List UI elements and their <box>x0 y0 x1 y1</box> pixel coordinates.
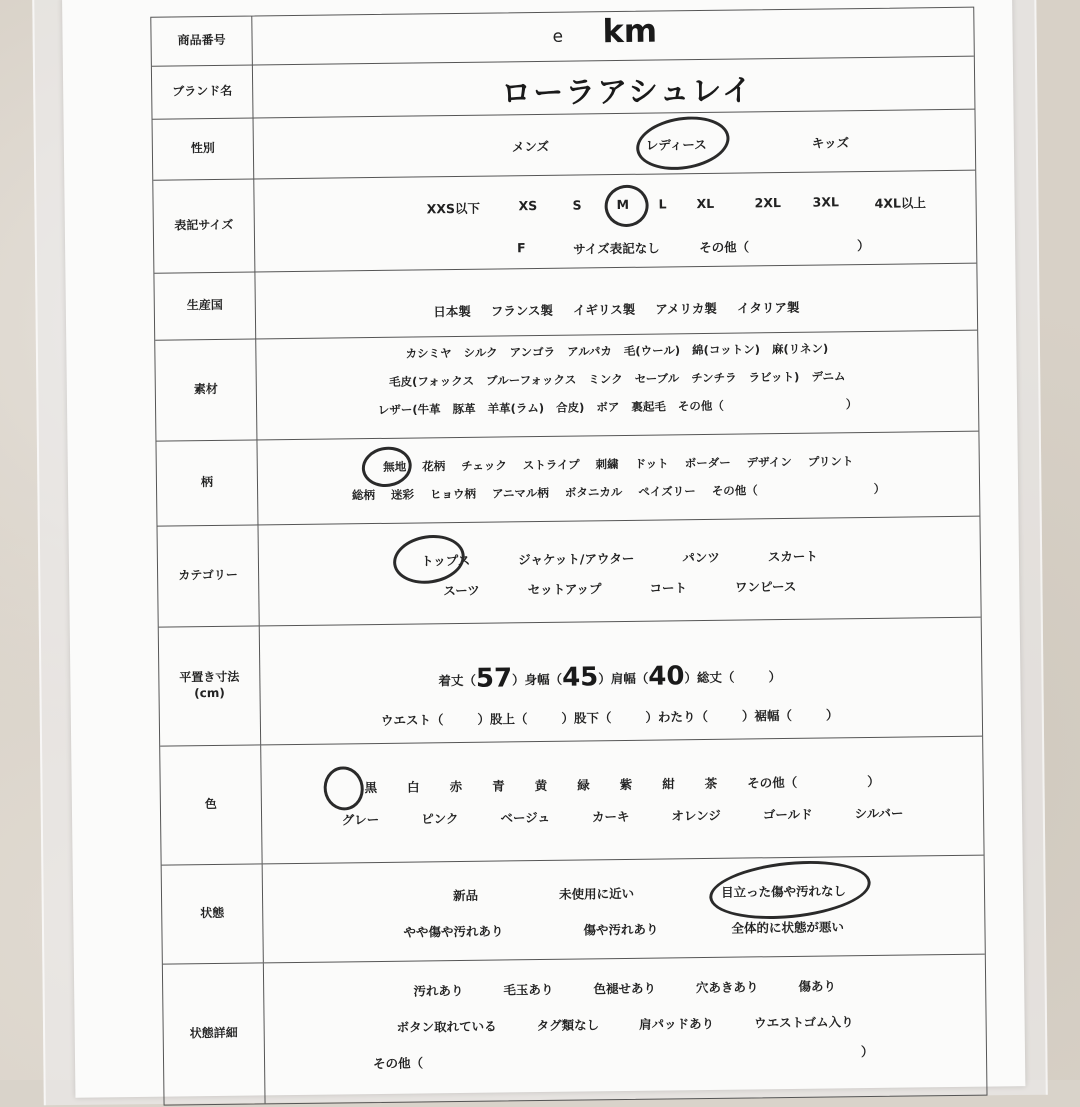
size-4xl[interactable]: 4XL以上 <box>874 193 926 212</box>
material-option[interactable]: 羊革(ラム) <box>488 400 545 417</box>
gender-option-mens[interactable]: メンズ <box>512 137 549 155</box>
country-italy[interactable]: イタリア製 <box>737 298 800 317</box>
pattern-options <box>257 432 979 525</box>
color-option[interactable]: シルバー <box>855 804 904 823</box>
size-2xl[interactable]: 2XL <box>755 195 781 210</box>
condition-damaged[interactable]: 傷や汚れあり <box>583 920 658 939</box>
color-option[interactable]: 赤 <box>450 777 463 795</box>
material-option[interactable]: 麻(リネン) <box>772 340 828 357</box>
gender-option-ladies[interactable]: レディース <box>646 135 707 154</box>
product-number-printed: e <box>552 27 563 47</box>
detail-option[interactable]: 傷あり <box>798 976 836 994</box>
material-option[interactable]: アルパカ <box>567 343 612 360</box>
color-option[interactable]: グレー <box>342 810 380 828</box>
label-product-number: 商品番号 <box>151 16 253 65</box>
row-condition <box>162 856 985 965</box>
material-line-3 <box>257 395 978 420</box>
category-suit[interactable]: スーツ <box>443 581 480 599</box>
country-options <box>255 264 977 339</box>
pattern-option[interactable]: ボーダー <box>685 455 731 472</box>
row-gender <box>153 110 976 181</box>
measure-waist-label: ウエスト（ <box>381 712 444 728</box>
size-3xl[interactable]: 3XL <box>812 194 838 209</box>
detail-option[interactable]: 色褪せあり <box>593 979 656 998</box>
pattern-line-2 <box>258 480 979 505</box>
category-options <box>258 517 980 626</box>
material-option[interactable]: シルク <box>463 345 497 361</box>
detail-line-1 <box>264 975 985 1002</box>
color-line-1 <box>262 771 983 798</box>
size-m[interactable]: M <box>617 197 630 212</box>
detail-line-2 <box>265 1011 986 1038</box>
measure-rise-label: ）股上（ <box>477 711 527 727</box>
color-option[interactable]: オレンジ <box>671 806 721 825</box>
pattern-option[interactable]: 総柄 <box>352 487 375 503</box>
material-option[interactable]: デニム <box>811 368 845 384</box>
size-xl[interactable]: XL <box>697 196 715 211</box>
condition-some-damage[interactable]: やや傷や汚れあり <box>403 921 503 940</box>
material-option[interactable]: レザー(牛革 <box>378 401 441 418</box>
pattern-option[interactable]: 迷彩 <box>391 487 414 503</box>
size-line-2 <box>255 235 976 244</box>
material-other[interactable]: その他（ <box>678 398 724 415</box>
measure-hem-label: ）裾幅（ <box>742 708 792 724</box>
label-condition: 状態 <box>162 864 264 963</box>
measure-shoulder-label: ）肩幅（ <box>598 671 648 687</box>
product-number-field[interactable] <box>252 8 974 65</box>
measurement-line-2 <box>381 705 839 729</box>
size-xs[interactable]: XS <box>519 198 538 213</box>
label-size: 表記サイズ <box>153 179 255 272</box>
material-option[interactable]: 毛皮(フォックス <box>389 373 474 390</box>
color-option[interactable]: 青 <box>492 776 505 794</box>
material-option[interactable]: カシミヤ <box>405 345 451 362</box>
pattern-option[interactable]: 花柄 <box>422 458 445 474</box>
color-options <box>261 737 983 864</box>
material-option[interactable]: チンチラ <box>691 370 737 387</box>
selection-circle <box>602 182 652 230</box>
material-option[interactable]: 綿(コットン) <box>692 341 760 358</box>
material-options <box>256 331 978 440</box>
row-category <box>158 517 981 628</box>
measure-width-label: ）身幅（ <box>512 672 562 688</box>
color-option[interactable]: 緑 <box>577 775 590 793</box>
color-option[interactable]: ゴールド <box>763 805 813 824</box>
country-france[interactable]: フランス製 <box>491 301 553 320</box>
country-uk[interactable]: イギリス製 <box>573 300 635 319</box>
color-option[interactable]: ピンク <box>421 809 458 827</box>
color-line-2 <box>262 803 983 830</box>
gender-option-kids[interactable]: キッズ <box>812 133 849 151</box>
label-category: カテゴリー <box>158 525 260 626</box>
color-option[interactable]: 白 <box>407 777 420 795</box>
category-coat[interactable]: コート <box>649 578 687 596</box>
category-onepiece[interactable]: ワンピース <box>735 577 797 596</box>
detail-other[interactable]: その他（ <box>373 1053 423 1072</box>
size-no-label[interactable]: サイズ表記なし <box>573 239 660 258</box>
category-line-2 <box>259 575 980 602</box>
row-condition-detail <box>163 955 987 1105</box>
material-option[interactable]: アンゴラ <box>509 344 555 361</box>
measure-close: ） <box>768 669 781 684</box>
color-option[interactable]: ベージュ <box>500 808 550 827</box>
detail-option[interactable]: ウエストゴム入り <box>754 1012 854 1031</box>
material-line-1 <box>256 339 977 364</box>
measure-length-label: 着丈（ <box>438 673 476 688</box>
size-xxs[interactable]: XXS以下 <box>427 199 480 218</box>
material-option[interactable]: 豚革 <box>453 401 476 417</box>
color-other-close: ） <box>867 772 880 790</box>
selection-circle <box>632 110 733 176</box>
detail-option[interactable]: 毛玉あり <box>503 980 553 999</box>
size-l[interactable]: L <box>659 196 667 211</box>
pattern-option[interactable]: チェック <box>461 457 507 474</box>
country-usa[interactable]: アメリカ製 <box>655 299 717 318</box>
selection-circle <box>707 854 874 926</box>
color-option[interactable]: カーキ <box>592 807 630 825</box>
pattern-other[interactable]: その他（ <box>712 482 758 499</box>
pattern-option[interactable]: ボタニカル <box>565 484 623 501</box>
detail-option[interactable]: 穴あきあり <box>696 977 759 996</box>
material-option[interactable]: 合皮) <box>556 399 584 415</box>
condition-new[interactable]: 新品 <box>453 886 478 904</box>
label-condition-detail: 状態詳細 <box>163 963 266 1104</box>
material-option[interactable]: 裏起毛 <box>631 398 666 414</box>
row-measurements <box>159 618 982 747</box>
detail-option[interactable]: 肩パッドあり <box>639 1014 714 1033</box>
detail-option[interactable]: 汚れあり <box>413 981 463 1000</box>
color-option[interactable]: 茶 <box>705 774 718 792</box>
label-pattern: 柄 <box>156 440 258 525</box>
size-other[interactable]: その他（ <box>699 237 749 256</box>
material-option[interactable]: ミンク <box>588 371 622 387</box>
row-material <box>155 331 978 442</box>
label-measurements: 平置き寸法 (cm) <box>159 626 261 745</box>
label-color: 色 <box>160 745 262 864</box>
row-size <box>153 171 976 274</box>
pattern-option[interactable]: ドット <box>635 455 669 471</box>
measure-thigh-label: ）わたり（ <box>645 709 708 725</box>
condition-like-new[interactable]: 未使用に近い <box>559 884 634 903</box>
pattern-option[interactable]: 無地 <box>383 459 406 475</box>
size-f[interactable]: F <box>517 240 526 255</box>
country-line <box>256 296 977 323</box>
size-other-close: ） <box>857 236 870 254</box>
material-line-2 <box>257 367 978 392</box>
pattern-option[interactable]: プリント <box>808 453 854 470</box>
measure-total-label: ）総丈（ <box>684 670 734 686</box>
selection-circle <box>390 530 468 588</box>
row-color <box>160 737 983 866</box>
measurement-line-1 <box>438 658 781 692</box>
material-option[interactable]: ラビット) <box>749 369 800 386</box>
brand-handwritten: ローラアシュレイ <box>501 65 754 112</box>
pattern-option[interactable]: デザイン <box>747 454 792 471</box>
selection-circle <box>359 443 414 490</box>
measure-shoulder-value[interactable]: 40 <box>648 661 685 691</box>
label-brand: ブランド名 <box>152 65 254 118</box>
color-option[interactable]: 黄 <box>535 776 548 794</box>
category-line-1 <box>259 545 980 572</box>
detail-other-close: ） <box>861 1042 874 1060</box>
material-option[interactable]: セーブル <box>635 370 680 387</box>
form-sheet <box>62 0 1025 1098</box>
size-options <box>254 171 976 272</box>
material-option[interactable]: ボア <box>596 399 619 415</box>
pattern-option[interactable]: ストライプ <box>523 457 580 474</box>
detail-option[interactable]: タグ類なし <box>536 1015 599 1034</box>
color-option[interactable]: 黒 <box>364 778 377 796</box>
color-option[interactable]: 紫 <box>620 775 633 793</box>
measure-close: ） <box>826 707 839 722</box>
measure-length-value[interactable]: 57 <box>476 663 513 693</box>
country-japan[interactable]: 日本製 <box>433 302 471 320</box>
category-setup[interactable]: セットアップ <box>528 579 602 598</box>
condition-options <box>263 856 985 963</box>
pattern-option[interactable]: ヒョウ柄 <box>430 486 476 503</box>
gender-options <box>254 110 976 179</box>
category-pants[interactable]: パンツ <box>682 548 720 566</box>
product-form <box>150 7 987 1106</box>
label-country: 生産国 <box>154 272 256 339</box>
condition-no-damage[interactable]: 目立った傷や汚れなし <box>721 881 846 901</box>
row-pattern <box>156 432 979 527</box>
pattern-option[interactable]: アニマル柄 <box>492 485 549 502</box>
size-s[interactable]: S <box>573 197 582 212</box>
product-number-handwritten: km <box>602 12 657 51</box>
measure-width-value[interactable]: 45 <box>562 662 599 692</box>
pattern-option[interactable]: 刺繍 <box>596 456 619 472</box>
pattern-option[interactable]: ペイズリー <box>638 483 696 500</box>
row-country <box>154 264 977 341</box>
category-jacket[interactable]: ジャケット/アウター <box>518 549 634 568</box>
color-option[interactable]: 紺 <box>662 774 675 792</box>
pattern-other-close: ） <box>874 481 886 497</box>
selection-circle <box>321 764 367 814</box>
measure-inseam-label: ）股下（ <box>561 710 611 726</box>
brand-field[interactable] <box>253 57 975 118</box>
label-gender: 性別 <box>153 118 255 179</box>
detail-option[interactable]: ボタン取れている <box>396 1017 496 1036</box>
material-option[interactable]: ブルーフォックス <box>486 372 576 389</box>
category-tops[interactable]: トップス <box>421 551 470 570</box>
material-other-close: ） <box>846 396 858 412</box>
material-option[interactable]: 毛(ウール) <box>624 342 680 359</box>
condition-poor[interactable]: 全体的に状態が悪い <box>731 917 844 936</box>
category-skirt[interactable]: スカート <box>768 547 818 566</box>
color-other[interactable]: その他（ <box>747 773 797 792</box>
measurement-fields <box>260 618 982 745</box>
condition-detail-options <box>264 955 987 1104</box>
label-material: 素材 <box>155 339 257 440</box>
